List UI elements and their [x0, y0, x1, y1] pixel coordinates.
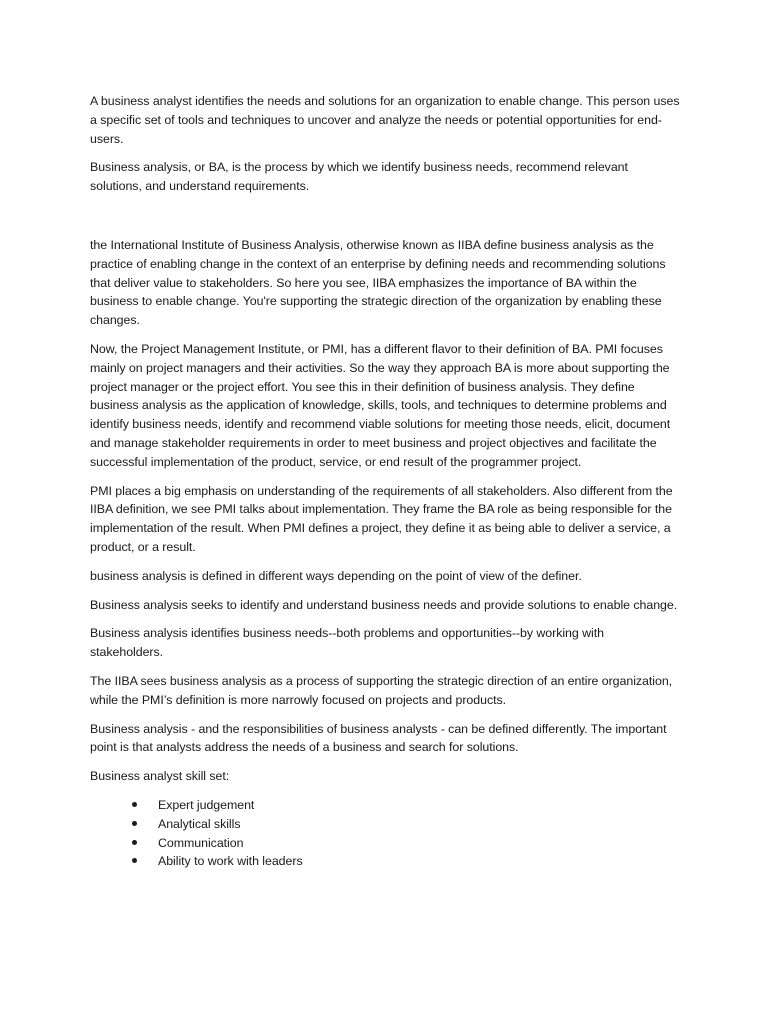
bullet-icon — [132, 840, 137, 845]
bullet-icon — [132, 858, 137, 863]
paragraph-ba-definition: Business analysis, or BA, is the process by which we identify business needs, recommend relevant solutions, and understand requirements. — [90, 160, 628, 194]
paragraph-iiba-definition: the International Institute of Business Analysis, otherwise known as IIBA define business analysis as the practice of enabling change in the context of an enterprise by defining needs and recommending solutions that deliver value to stakeholders. So here you see, IIBA emphasizes the importance of BA within the business to enable change. You're supporting the strategic direction of the organization by enabling these changes. — [90, 237, 666, 328]
list-item — [132, 796, 680, 815]
paragraph-iiba-vs-pmi: The IIBA sees business analysis as a process of supporting the strategic direction of an entire organization, while the PMI’s definition is more narrowly focused on projects and products. — [90, 673, 673, 707]
paragraph-seeks-to-identify: Business analysis seeks to identify and understand business needs and provide solutions to enable change. — [90, 597, 678, 612]
paragraph-identifies-business-needs: Business analysis identifies business needs--both problems and opportunities--by working with stakeholders. — [90, 626, 604, 660]
paragraph-defined-differently: business analysis is defined in different ways depending on the point of view of the definer. — [90, 568, 582, 583]
skill-set-heading: Business analyst skill set: — [90, 769, 230, 784]
skill-label: Communication — [158, 835, 244, 850]
document-body — [90, 92, 680, 871]
paragraph-pmi-emphasis: PMI places a big emphasis on understanding of the requirements of all stakeholders. Also different from the IIBA definition, we see PMI talks about implementation. They frame the BA role as being responsible for the implementation of the result. When PMI defines a project, they define it as being able to deliver a service, a product, or a result. — [90, 483, 673, 554]
list-item — [132, 815, 680, 834]
skill-label: Ability to work with leaders — [158, 854, 303, 869]
bullet-icon — [132, 802, 137, 807]
skill-label: Analytical skills — [158, 816, 241, 831]
paragraph-responsibilities: Business analysis - and the responsibilities of business analysts - can be defined differently. The important point is that analysts address the needs of a business and search for solutions. — [90, 721, 667, 755]
list-item — [132, 852, 680, 871]
bullet-icon — [132, 821, 137, 826]
blank-line — [90, 206, 680, 236]
list-item — [132, 834, 680, 853]
skill-label: Expert judgement — [158, 797, 255, 812]
paragraph-ba-identifies-needs: A business analyst identifies the needs and solutions for an organization to enable change. This person uses a specific set of tools and techniques to uncover and analyze the needs or potential opportunities for end-users. — [90, 94, 680, 146]
skill-list — [90, 796, 680, 871]
paragraph-pmi-definition: Now, the Project Management Institute, or PMI, has a different flavor to their definition of BA. PMI focuses mainly on project managers and their activities. So the way they approach BA is more about supporting the project manager or the project effort. You see this in their definition of business analysis. They define business analysis as the application of knowledge, skills, tools, and techniques to determine problems and identify business needs, identify and recommend viable solutions for meeting those needs, elicit, document and manage stakeholder requirements in order to meet business and project objectives and facilitate the successful implementation of the product, service, or end result of the programmer project. — [90, 341, 671, 469]
